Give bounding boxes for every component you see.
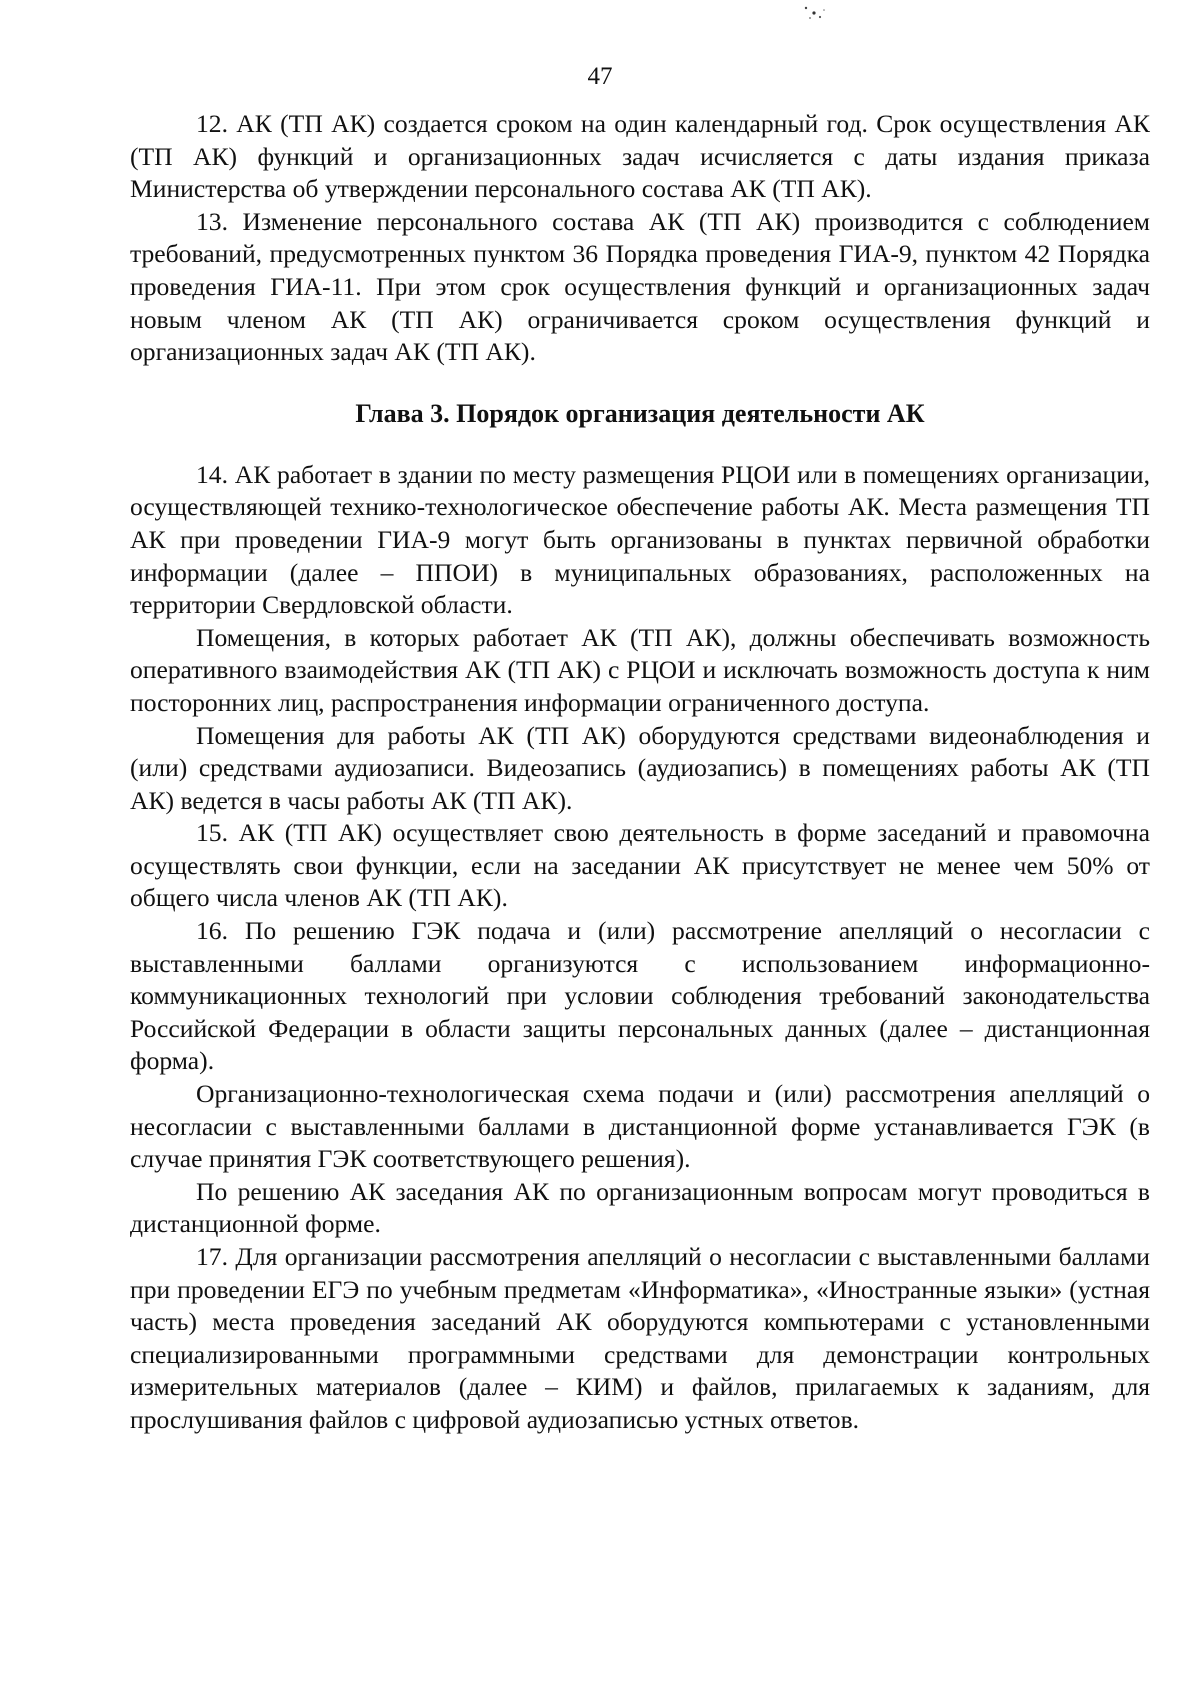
paragraph-13: 13. Изменение персонального состава АК (ТП АК) производится с соблюдением требований, предусмотренных пунктом 36 Порядка проведения ГИА-9, пунктом 42 Порядка проведения ГИА-11. При этом срок осуществления функций и организационных задач новым членом АК (ТП АК) ограничивается сроком осуществления функций и организационных задач АК (ТП АК).	[130, 206, 1150, 367]
document-body	[130, 108, 1150, 1437]
paragraph-12: 12. АК (ТП АК) создается сроком на один календарный год. Срок осуществления АК (ТП АК) функций и организационных задач исчисляется с даты издания приказа Министерства об утверждении персонального состава АК (ТП АК).	[130, 109, 1150, 204]
paragraph-14-equipment: Помещения для работы АК (ТП АК) оборудуются средствами видеонаблюдения и (или) средствами аудиозаписи. Видеозапись (аудиозапись) в помещениях работы АК (ТП АК) ведется в часы работы АК (ТП АК).	[130, 720, 1150, 815]
scan-speck-mark	[800, 4, 830, 24]
paragraph-17: 17. Для организации рассмотрения апелляций о несогласии с выставленными баллами при проведении ЕГЭ по учебным предметам «Информатика», «Иностранные языки» (устная часть) места проведения заседаний АК оборудуются компьютерами с установленными специализированными программными средствами для демонстрации контрольных измерительных материалов (далее – КИМ) и файлов, прилагаемых к заданиям, для прослушивания файлов с цифровой аудиозаписью устных ответов.	[130, 1242, 1150, 1434]
page-number: 47	[587, 63, 613, 90]
paragraph-15: 15. АК (ТП АК) осуществляет свою деятельность в форме заседаний и правомочна осуществлять свои функции, если на заседании АК присутствует не менее чем 50% от общего числа членов АК (ТП АК).	[130, 818, 1150, 913]
paragraph-16-remote: По решению АК заседания АК по организационным вопросам могут проводиться в дистанционной форме.	[130, 1176, 1150, 1239]
paragraph-16: 16. По решению ГЭК подача и (или) рассмотрение апелляций о несогласии с выставленными баллами организуются с использованием информационно-коммуникационных технологий при условии соблюдения требований законодательства Российской Федерации в области защиты персональных данных (далее – дистанционная форма).	[130, 916, 1150, 1076]
chapter-heading: Глава 3. Порядок организация деятельности АК	[355, 398, 925, 428]
paragraph-14: 14. АК работает в здании по месту размещения РЦОИ или в помещениях организации, осуществляющей технико-технологическое обеспечение работы АК. Места размещения ТП АК при проведении ГИА-9 могут быть организованы в пунктах первичной обработки информации (далее – ППОИ) в муниципальных образованиях, расположенных на территории Свердловской области.	[130, 459, 1150, 620]
paragraph-14-premises: Помещения, в которых работает АК (ТП АК), должны обеспечивать возможность оперативного взаимодействия АК (ТП АК) с РЦОИ и исключать возможность доступа к ним посторонних лиц, распространения информации ограниченного доступа.	[130, 622, 1150, 717]
paragraph-16-scheme: Организационно-технологическая схема подачи и (или) рассмотрения апелляций о несогласии с выставленными баллами в дистанционной форме устанавливается ГЭК (в случае принятия ГЭК соответствующего решения).	[130, 1079, 1150, 1174]
